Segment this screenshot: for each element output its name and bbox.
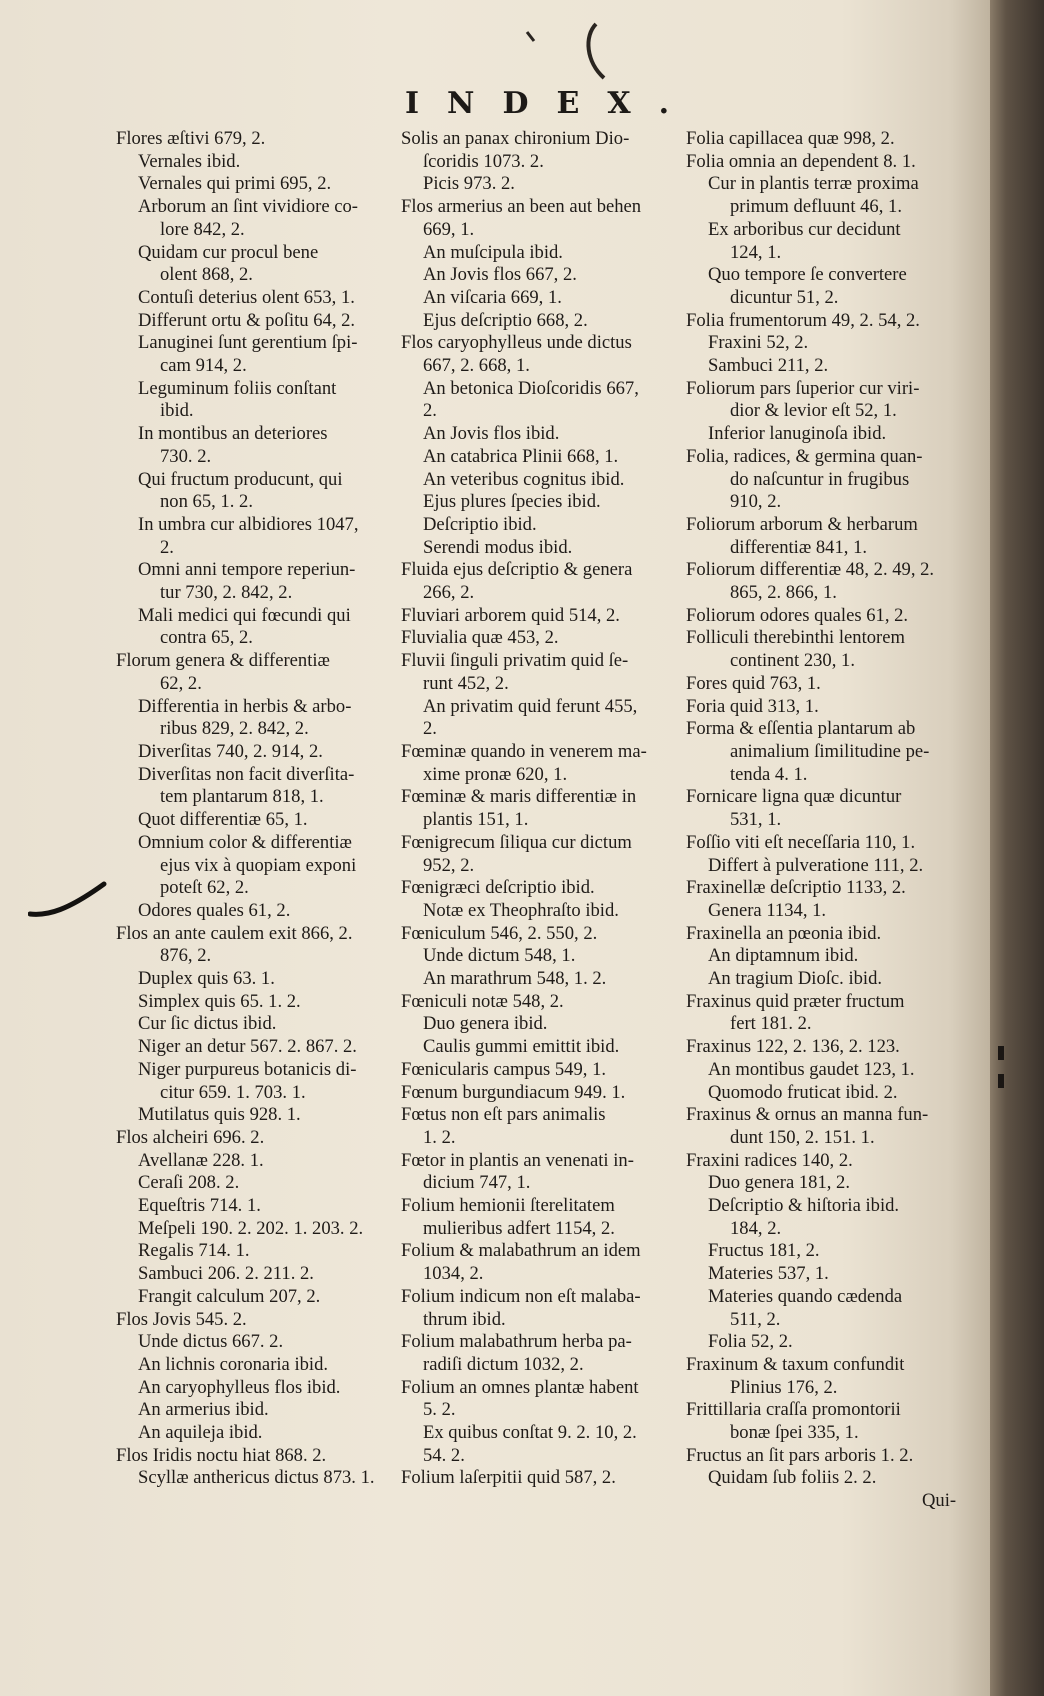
index-entry: xime pronæ 620, 1. xyxy=(423,763,568,785)
index-entry: Flos armerius an been aut behen xyxy=(401,196,642,218)
index-entry: Duo genera 181, 2. xyxy=(708,1172,850,1194)
index-entry: Fores quid 763, 1. xyxy=(686,672,821,694)
index-entry: Flos Jovis 545. 2. xyxy=(116,1308,247,1330)
index-entry: olent 868, 2. xyxy=(160,264,253,286)
index-entry: Genera 1134, 1. xyxy=(708,899,827,921)
index-entry: ejus vix à quopiam exponi xyxy=(160,854,357,876)
index-entry: Fœnigrecum ſiliqua cur dictum xyxy=(401,831,632,853)
index-entry: Forma & eſſentia plantarum ab xyxy=(686,718,916,740)
index-entry: 2. xyxy=(423,718,437,740)
index-entry: Fraxinellæ deſcriptio 1133, 2. xyxy=(686,877,906,899)
index-entry: Differentia in herbis & arbo- xyxy=(138,695,352,717)
index-entry: An betonica Dioſcoridis 667, xyxy=(423,377,639,399)
index-entry: Fraxinella an pœonia ibid. xyxy=(686,922,882,944)
index-entry: Fraxini 52, 2. xyxy=(708,332,809,354)
index-entry: Folia capillacea quæ 998, 2. xyxy=(686,128,895,149)
index-entry: 730. 2. xyxy=(160,445,212,467)
index-entry: Equeſtris 714. 1. xyxy=(138,1195,261,1217)
index-entry: In umbra cur albidiores 1047, xyxy=(138,513,359,535)
index-entry: do naſcuntur in frugibus xyxy=(730,468,910,490)
index-entry: Folium malabathrum herba pa- xyxy=(401,1331,632,1353)
index-entry: Ejus plures ſpecies ibid. xyxy=(423,491,601,513)
page-edge xyxy=(990,0,1044,1696)
index-entry: poteſt 62, 2. xyxy=(160,877,249,899)
index-entry: 511, 2. xyxy=(730,1308,781,1330)
index-entry: Folium an omnes plantæ habent xyxy=(401,1376,639,1398)
index-entry: An aquileja ibid. xyxy=(138,1422,263,1444)
index-column-3 xyxy=(686,128,966,1490)
index-entry: Regalis 714. 1. xyxy=(138,1240,250,1262)
index-entry: citur 659. 1. 703. 1. xyxy=(160,1081,306,1103)
index-entry: Diverſitas non facit diverſita- xyxy=(138,763,355,785)
index-entry: Meſpeli 190. 2. 202. 1. 203. 2. xyxy=(138,1217,364,1239)
index-entry: runt 452, 2. xyxy=(423,672,509,694)
index-entry: Folium hemionii ſterelitatem xyxy=(401,1195,615,1217)
index-entry: Ex arboribus cur decidunt xyxy=(708,218,901,240)
index-entry: tenda 4. 1. xyxy=(730,763,808,785)
index-entry: Ceraſi 208. 2. xyxy=(138,1172,240,1194)
index-entry: tur 730, 2. 842, 2. xyxy=(160,582,293,604)
index-column-1 xyxy=(116,128,402,1490)
index-entry: 1. 2. xyxy=(423,1126,456,1148)
edge-tab-mark-icon xyxy=(998,1074,1004,1088)
index-entry: Simplex quis 65. 1. 2. xyxy=(138,990,301,1012)
index-entry: In montibus an deteriores xyxy=(138,423,328,445)
index-entry: Flos Iridis noctu hiat 868. 2. xyxy=(116,1444,327,1466)
index-entry: Frittillaria craſſa promontorii xyxy=(686,1399,901,1421)
index-entry: Plinius 176, 2. xyxy=(730,1376,838,1398)
index-entry: Fructus an ſit pars arboris 1. 2. xyxy=(686,1444,914,1466)
index-entry: An Jovis flos 667, 2. xyxy=(423,264,577,286)
index-column-2 xyxy=(401,128,687,1490)
index-entry: Folium laſerpitii quid 587, 2. xyxy=(401,1467,616,1489)
index-entry: Frangit calculum 207, 2. xyxy=(138,1285,321,1307)
index-entry: fert 181. 2. xyxy=(730,1013,812,1035)
index-entry: 669, 1. xyxy=(423,218,475,240)
index-entry: mulieribus adfert 1154, 2. xyxy=(423,1217,615,1239)
index-entry: Scyllæ anthericus dictus 873. 1. xyxy=(138,1467,375,1489)
index-entry: Fornicare ligna quæ dicuntur xyxy=(686,786,902,808)
index-entry: non 65, 1. 2. xyxy=(160,491,253,513)
index-entry: Fluida ejus deſcriptio & genera xyxy=(401,559,633,581)
index-entry: 184, 2. xyxy=(730,1217,782,1239)
index-entry: Mali medici qui fœcundi qui xyxy=(138,604,351,626)
index-entry: contra 65, 2. xyxy=(160,627,253,649)
index-entry: Fœminæ & maris differentiæ in xyxy=(401,786,637,808)
index-entry: An tragium Dioſc. ibid. xyxy=(708,968,883,990)
index-entry: Folium & malabathrum an idem xyxy=(401,1240,641,1262)
index-entry: Fœtor in plantis an venenati in- xyxy=(401,1149,634,1171)
index-entry: Ex quibus conſtat 9. 2. 10, 2. xyxy=(423,1422,637,1444)
index-entry: Folliculi therebinthi lentorem xyxy=(686,627,905,649)
index-entry: Contuſi deterius olent 653, 1. xyxy=(138,286,355,308)
index-entry: dicuntur 51, 2. xyxy=(730,286,839,308)
index-entry: Niger an detur 567. 2. 867. 2. xyxy=(138,1036,357,1058)
index-entry: 865, 2. 866, 1. xyxy=(730,582,837,604)
index-entry: Deſcriptio ibid. xyxy=(423,513,537,535)
index-entry: ſcoridis 1073. 2. xyxy=(423,150,544,172)
index-entry: Caulis gummi emittit ibid. xyxy=(423,1036,620,1058)
index-entry: 910, 2. xyxy=(730,491,782,513)
index-entry: An armerius ibid. xyxy=(138,1399,269,1421)
index-entry: Fluviari arborem quid 514, 2. xyxy=(401,604,620,626)
index-entry: Diverſitas 740, 2. 914, 2. xyxy=(138,740,323,762)
index-entry: Picis 973. 2. xyxy=(423,173,515,195)
index-entry: Fœniculi notæ 548, 2. xyxy=(401,990,564,1012)
index-entry: ibid. xyxy=(160,400,194,422)
index-entry: Duplex quis 63. 1. xyxy=(138,968,275,990)
index-entry: Flos caryophylleus unde dictus xyxy=(401,332,632,354)
index-entry: dior & levior eſt 52, 1. xyxy=(730,400,897,422)
index-entry: Avellanæ 228. 1. xyxy=(138,1149,264,1171)
index-entry: 124, 1. xyxy=(730,241,782,263)
index-entry: Fluvialia quæ 453, 2. xyxy=(401,627,559,649)
index-entry: An catabrica Plinii 668, 1. xyxy=(423,445,619,467)
index-entry: Duo genera ibid. xyxy=(423,1013,548,1035)
index-entry: Deſcriptio & hiſtoria ibid. xyxy=(708,1195,900,1217)
index-entry: Fraxinus 122, 2. 136, 2. 123. xyxy=(686,1036,900,1058)
index-entry: Solis an panax chironium Dio- xyxy=(401,128,630,149)
index-entry: Notæ ex Theophraſto ibid. xyxy=(423,899,619,921)
index-entry: 531, 1. xyxy=(730,809,782,831)
index-entry: Inferior lanuginoſa ibid. xyxy=(708,423,887,445)
index-entry: Serendi modus ibid. xyxy=(423,536,573,558)
index-entry: Materies 537, 1. xyxy=(708,1263,829,1285)
index-entry: An marathrum 548, 1. 2. xyxy=(423,968,607,990)
index-entry: 2. xyxy=(423,400,437,422)
index-entry: Flos alcheiri 696. 2. xyxy=(116,1126,265,1148)
index-entry: thrum ibid. xyxy=(423,1308,506,1330)
index-entry: 2. xyxy=(160,536,174,558)
index-entry: Differunt ortu & poſitu 64, 2. xyxy=(138,309,356,331)
index-entry: plantis 151, 1. xyxy=(423,809,529,831)
index-entry: 62, 2. xyxy=(160,672,202,694)
index-entry: primum defluunt 46, 1. xyxy=(730,196,902,218)
index-entry: Fœnum burgundiacum 949. 1. xyxy=(401,1081,626,1103)
index-entry: Florum genera & differentiæ xyxy=(116,650,330,672)
index-entry: Foliorum pars ſuperior cur viri- xyxy=(686,377,920,399)
index-entry: Vernales ibid. xyxy=(138,150,241,172)
index-entry: Ejus deſcriptio 668, 2. xyxy=(423,309,588,331)
index-entry: Materies quando cædenda xyxy=(708,1285,903,1307)
index-entry: Fraxinum & taxum confundit xyxy=(686,1353,905,1375)
index-entry: Fœnicularis campus 549, 1. xyxy=(401,1058,607,1080)
index-entry: 5. 2. xyxy=(423,1399,456,1421)
index-entry: 667, 2. 668, 1. xyxy=(423,355,530,377)
index-entry: 1034, 2. xyxy=(423,1263,484,1285)
index-entry: Folia omnia an dependent 8. 1. xyxy=(686,150,916,172)
index-entry: Flores æſtivi 679, 2. xyxy=(116,128,266,149)
index-entry: continent 230, 1. xyxy=(730,650,855,672)
index-entry: Lanuginei ſunt gerentium ſpi- xyxy=(138,332,358,354)
index-entry: Quomodo fruticat ibid. 2. xyxy=(708,1081,898,1103)
index-entry: cam 914, 2. xyxy=(160,355,247,377)
index-entry: dicium 747, 1. xyxy=(423,1172,531,1194)
index-entry: Fœniculum 546, 2. 550, 2. xyxy=(401,922,598,944)
index-entry: Vernales qui primi 695, 2. xyxy=(138,173,332,195)
index-entry: 266, 2. xyxy=(423,582,475,604)
index-entry: dunt 150, 2. 151. 1. xyxy=(730,1126,875,1148)
index-entry: An viſcaria 669, 1. xyxy=(423,286,562,308)
index-entry: Fraxini radices 140, 2. xyxy=(686,1149,853,1171)
index-entry: Arborum an ſint vividiore co- xyxy=(138,196,358,218)
page-title: INDEX. xyxy=(405,86,698,121)
index-entry: Folia, radices, & germina quan- xyxy=(686,445,923,467)
index-entry: Fœnigræci deſcriptio ibid. xyxy=(401,877,595,899)
index-entry: Folium indicum non eſt malaba- xyxy=(401,1285,641,1307)
edge-tab-mark-icon xyxy=(998,1046,1004,1060)
index-entry: Foſſio viti eſt neceſſaria 110, 1. xyxy=(686,831,916,853)
index-entry: Foliorum arborum & herbarum xyxy=(686,513,918,535)
index-entry: An muſcipula ibid. xyxy=(423,241,563,263)
index-entry: Differt à pulveratione 111, 2. xyxy=(708,854,924,876)
index-entry: Cur in plantis terræ proxima xyxy=(708,173,919,195)
index-entry: Foria quid 313, 1. xyxy=(686,695,819,717)
index-entry: Odores quales 61, 2. xyxy=(138,899,291,921)
index-entry: An montibus gaudet 123, 1. xyxy=(708,1058,915,1080)
index-entry: An veteribus cognitus ibid. xyxy=(423,468,625,490)
index-entry: animalium ſimilitudine pe- xyxy=(730,740,930,762)
index-entry: Quo tempore ſe convertere xyxy=(708,264,907,286)
index-entry: Fœtus non eſt pars animalis xyxy=(401,1104,606,1126)
index-entry: Omni anni tempore reperiun- xyxy=(138,559,356,581)
index-entry: tem plantarum 818, 1. xyxy=(160,786,324,808)
index-entry: ribus 829, 2. 842, 2. xyxy=(160,718,309,740)
index-entry: 876, 2. xyxy=(160,945,212,967)
index-entry: An privatim quid ferunt 455, xyxy=(423,695,638,717)
index-entry: Leguminum foliis conſtant xyxy=(138,377,337,399)
index-entry: Folia frumentorum 49, 2. 54, 2. xyxy=(686,309,920,331)
index-entry: differentiæ 841, 1. xyxy=(730,536,868,558)
index-entry: lore 842, 2. xyxy=(160,218,245,240)
index-entry: Cur ſic dictus ibid. xyxy=(138,1013,277,1035)
index-entry: Quidam cur procul bene xyxy=(138,241,319,263)
index-entry: Omnium color & differentiæ xyxy=(138,831,352,853)
index-entry: Quot differentiæ 65, 1. xyxy=(138,809,308,831)
index-entry: An Jovis flos ibid. xyxy=(423,423,560,445)
index-entry: Fraxinus & ornus an manna fun- xyxy=(686,1104,929,1126)
index-entry: Sambuci 211, 2. xyxy=(708,355,829,377)
ink-tick-icon xyxy=(525,28,537,49)
index-entry: Foliorum differentiæ 48, 2. 49, 2. xyxy=(686,559,935,581)
index-entry: radiſi dictum 1032, 2. xyxy=(423,1353,584,1375)
index-entry: Unde dictum 548, 1. xyxy=(423,945,576,967)
ink-stroke-icon xyxy=(28,880,108,920)
index-entry: Unde dictus 667. 2. xyxy=(138,1331,284,1353)
index-entry: Mutilatus quis 928. 1. xyxy=(138,1104,301,1126)
index-entry: 952, 2. xyxy=(423,854,475,876)
index-entry: Fructus 181, 2. xyxy=(708,1240,820,1262)
index-entry: Qui fructum producunt, qui xyxy=(138,468,343,490)
index-entry: Flos an ante caulem exit 866, 2. xyxy=(116,922,353,944)
catchword: Qui- xyxy=(922,1490,957,1511)
pen-flourish-icon xyxy=(578,22,608,82)
index-entry: 54. 2. xyxy=(423,1444,465,1466)
index-entry: Niger purpureus botanicis di- xyxy=(138,1058,357,1080)
index-entry: Sambuci 206. 2. 211. 2. xyxy=(138,1263,314,1285)
index-entry: Fluvii ſinguli privatim quid ſe- xyxy=(401,650,629,672)
index-entry: Folia 52, 2. xyxy=(708,1331,793,1353)
index-entry: An caryophylleus flos ibid. xyxy=(138,1376,341,1398)
index-entry: bonæ ſpei 335, 1. xyxy=(730,1422,859,1444)
index-entry: Fraxinus quid præter fructum xyxy=(686,990,905,1012)
index-entry: Quidam ſub foliis 2. 2. xyxy=(708,1467,877,1489)
index-entry: An diptamnum ibid. xyxy=(708,945,859,967)
index-entry: Fœminæ quando in venerem ma- xyxy=(401,740,647,762)
index-entry: Foliorum odores quales 61, 2. xyxy=(686,604,909,626)
index-entry: An lichnis coronaria ibid. xyxy=(138,1353,329,1375)
